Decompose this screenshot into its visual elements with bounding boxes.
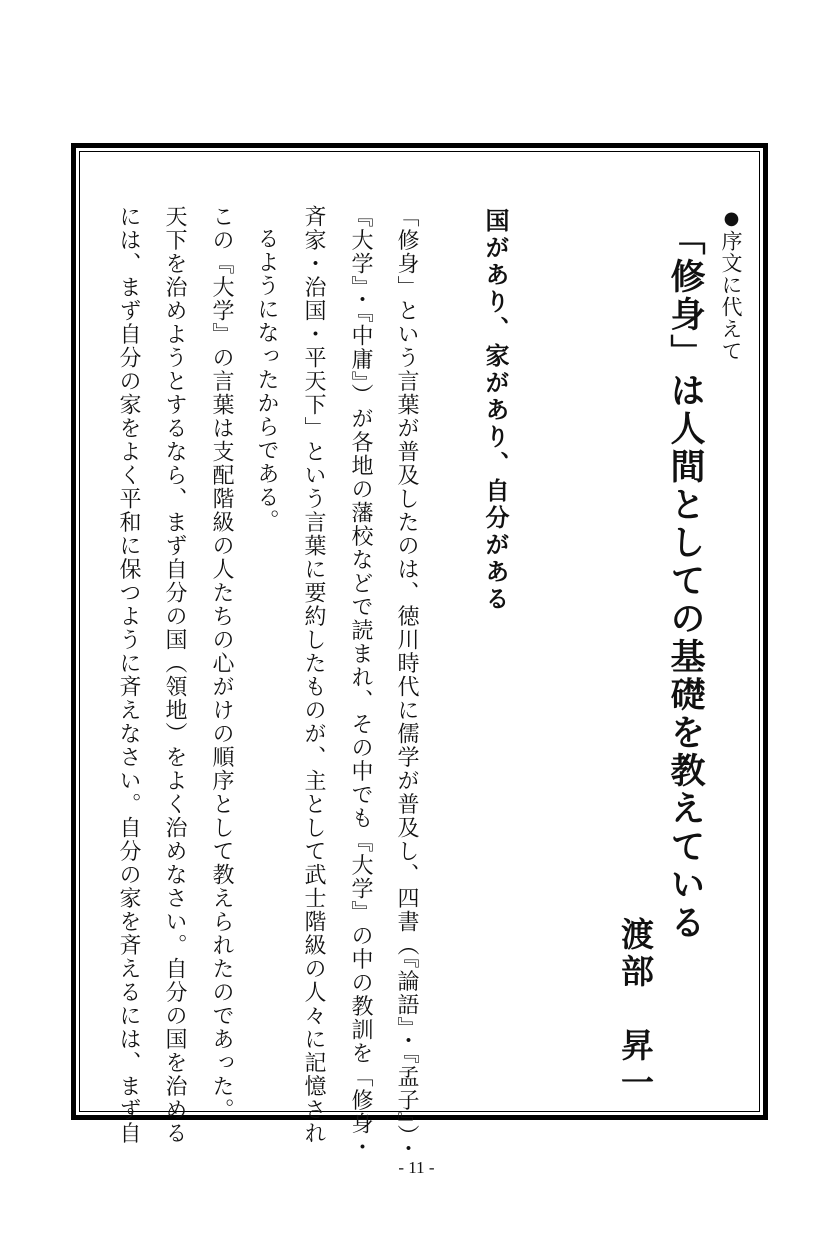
- section-label: [716, 208, 746, 362]
- bullet-icon: ●: [721, 208, 742, 230]
- chapter-title: 「修身」は人間としての基礎を教えている: [665, 220, 706, 942]
- body-line: 『大学』・『中庸』）が各地の藩校などで読まれ、その中でも『大学』の中の教訓を「修身・: [348, 205, 373, 1159]
- body-line: るようになったからである。: [254, 227, 279, 533]
- page-number: - 11 -: [398, 1158, 435, 1177]
- chapter-subtitle: 国があり、家があり、自分がある: [481, 208, 510, 613]
- body-line: この『大学』の言葉は支配階級の人たちの心がけの順序として教えられたのであった。: [209, 205, 234, 1122]
- author-name: 渡部 昇一: [616, 917, 655, 1102]
- body-line: 斉家・治国・平天下」という言葉に要約したものが、主として武士階級の人々に記憶され: [301, 205, 326, 1145]
- body-line: には、まず自分の家をよく平和に保つように斉えなさい。自分の家を斉えるには、まず自: [116, 205, 141, 1145]
- section-label-text: 序文に代えて: [719, 230, 743, 362]
- body-line: 「修身」という言葉が普及したのは、徳川時代に儒学が普及し、四書（『論語』・『孟子』）・: [394, 205, 419, 1161]
- body-line: 天下を治めようとするなら、まず自分の国（領地）をよく治めなさい。自分の国を治める: [162, 205, 187, 1145]
